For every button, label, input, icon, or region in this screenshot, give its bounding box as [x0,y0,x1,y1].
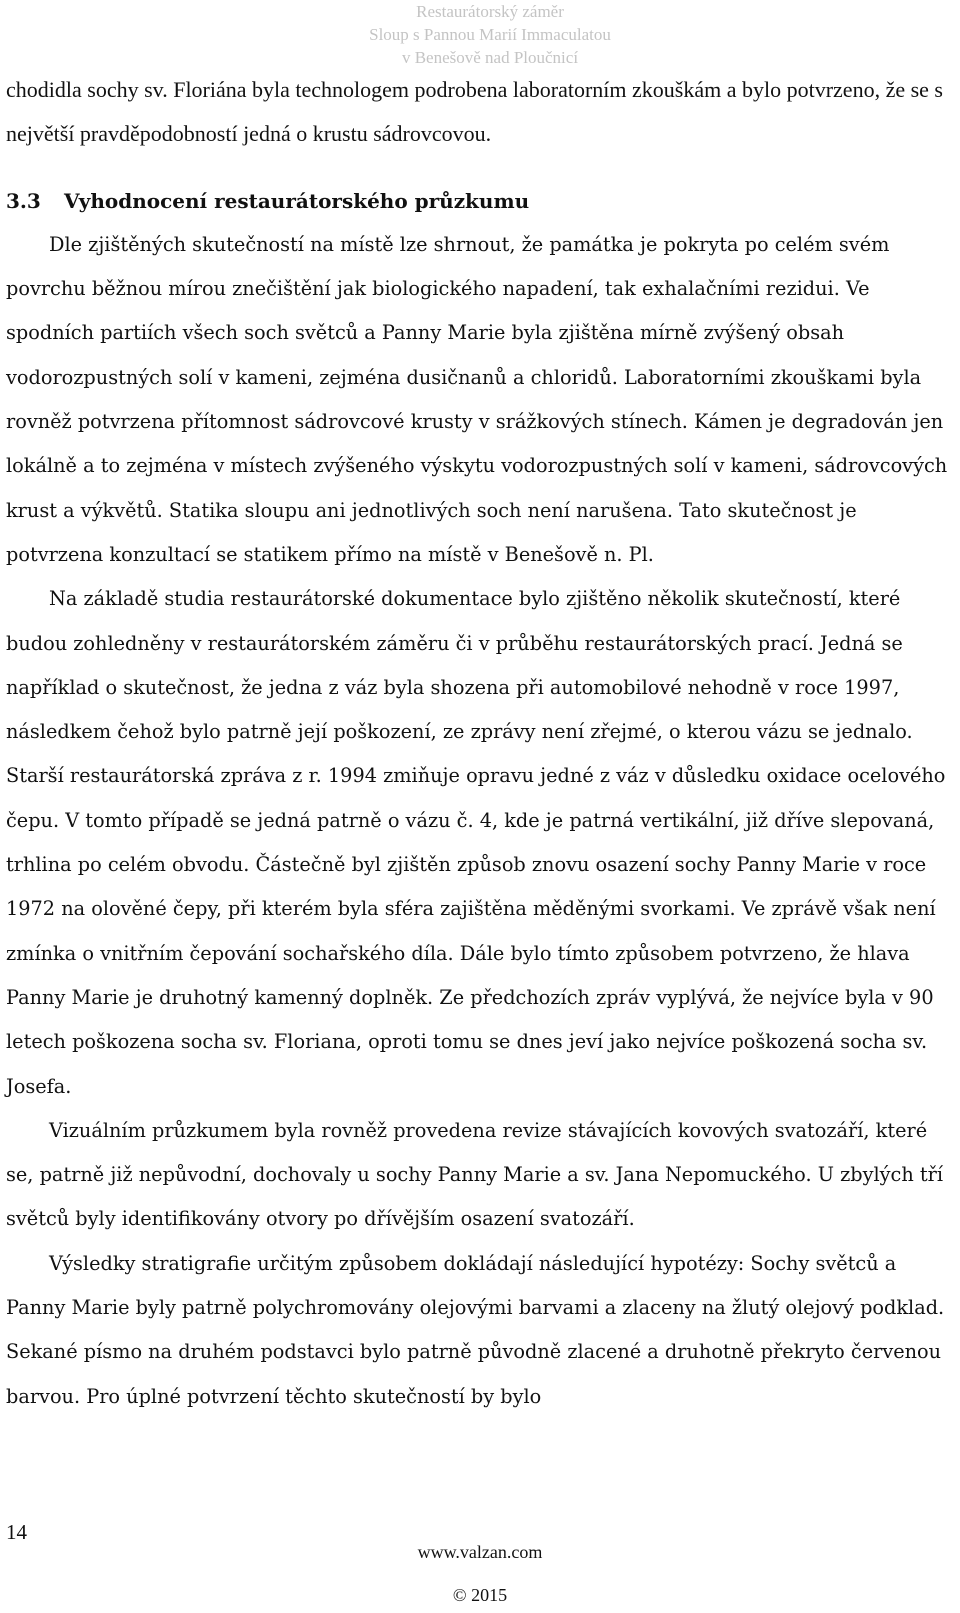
header-location: v Benešově nad Ploučnicí [401,48,579,67]
section-title: Vyhodnocení restaurátorského průzkumu [64,188,530,213]
paragraph-documentation: Na základě studia restaurátorské dokumentace bylo zjištěno několik skutečností, které budou zohledněny v restaurátorském záměru či v průběhu restaurátorských prací. Jedná se například o skutečnost, že jedna z váz byla shozena při automobilové nehodně v roce 1997, následkem čehož bylo patrně její poškození, ze zprávy není zřejmé, o kterou vázu se jednalo. Starší restaurátorská zpráva z r. 1994 zmiňuje opravu jedné z váz v důsledku oxidace ocelového čepu. V tomto případě se jedná patrně o vázu č. 4, kde je patrná vertikální, již dříve slepovaná, trhlina po celém obvodu. Částečně byl zjištěn způsob znovu osazení sochy Panny Marie v roce 1972 na olověné čepy, při kterém byla sféra zajištěna měděnými svorkami. Ve zprávě však není zmínka o vnitřním čepování sochařského díla. Dále bylo tímto způsobem potvrzeno, že hlava Panny Marie je druhotný kamenný doplněk. Ze předchozích zpráv vyplývá, že nejvíce byla v 90 letech poškozena socha sv. Floriana, oproti tomu se dnes jeví jako nejvíce poškozená socha sv. Josefa. [6,587,946,1098]
intro-paragraph: chodidla sochy sv. Floriána byla technologem podrobena laboratorním zkouškám a bylo potvrzeno, že se s největší pravděpodobností jedná o krustu sádrovcovou. [6,77,943,147]
section-heading [6,179,954,223]
paragraph-halos: Vizuálním průzkumem byla rovněž provedena revize stávajících kovových svatozáří, které se, patrně již nepůvodní, dochovaly u sochy Panny Marie a sv. Jana Nepomuckého. U zbylých tří světců byly identifikovány otvory po dřívějším osazení svatozáří. [6,1118,944,1231]
paragraph-stratigraphy: Výsledky stratigrafie určitým způsobem dokládají následující hypotézy: Sochy světců a Panny Marie byly patrně polychromovány olejovými barvami a zlaceny na žlutý olejový podklad. Sekané písmo na druhém podstavci bylo patrně původně zlacené a druhotně překryto červenou barvou. Pro úplné potvrzení těchto skutečností by bylo [6,1251,945,1408]
header-subtitle: Sloup s Pannou Marií Immaculatou [369,25,611,44]
section-number: 3.3 [6,188,41,213]
header-title: Restaurátorský záměr [416,2,564,21]
footer-copyright: © 2015 [452,1585,508,1605]
document-header [0,0,960,69]
document-body [6,68,954,1419]
footer-url: www.valzan.com [417,1542,543,1562]
paragraph-evaluation: Dle zjištěných skutečností na místě lze shrnout, že památka je pokryta po celém svém povrchu běžnou mírou znečištění jak biologického napadení, tak exhalačními rezidui. Ve spodních partiích všech soch světců a Panny Marie byla zjištěna mírně zvýšený obsah vodorozpustných solí v kameni, zejména dusičnanů a chloridů. Laboratorními zkouškami byla rovněž potvrzena přítomnost sádrovcové krusty v srážkových stínech. Kámen je degradován jen lokálně a to zejména v místech zvýšeného výskytu vodorozpustných solí v kameni, sádrovcových krust a výkvětů. Statika sloupu ani jednotlivých soch není narušena. Tato skutečnost je potvrzena konzultací se statikem přímo na místě v Benešově n. Pl. [6,232,948,566]
page-number: 14 [6,1520,27,1544]
